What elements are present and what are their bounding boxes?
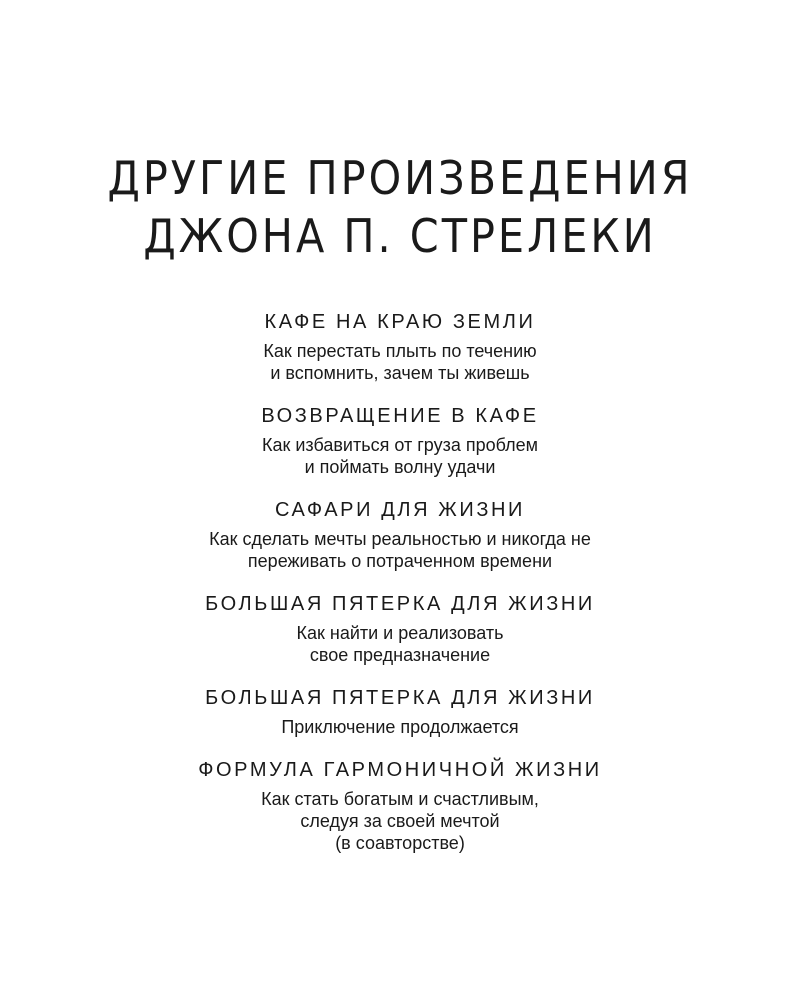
work-item: [0, 496, 800, 572]
work-item: [0, 308, 800, 384]
heading-line-2: ДЖОНА П. СТРЕЛЕКИ: [143, 208, 657, 263]
work-item: [0, 756, 800, 854]
work-subtitle-line: свое предназначение: [309, 645, 491, 665]
work-title: САФАРИ ДЛЯ ЖИЗНИ: [274, 499, 526, 521]
work-subtitle-line: Как сделать мечты реальностью и никогда не: [209, 529, 591, 549]
work-title: ФОРМУЛА ГАРМОНИЧНОЙ ЖИЗНИ: [198, 759, 602, 781]
work-subtitle: [0, 788, 800, 854]
work-title: КАФЕ НА КРАЮ ЗЕМЛИ: [264, 311, 536, 333]
work-item: [0, 402, 800, 478]
work-item: [0, 684, 800, 738]
heading-line-1: ДРУГИЕ ПРОИЗВЕДЕНИЯ: [107, 150, 693, 205]
work-subtitle-line: Как перестать плыть по течению: [263, 341, 537, 361]
work-subtitle-line: Как избавиться от груза проблем: [261, 435, 539, 455]
work-title: БОЛЬШАЯ ПЯТЕРКА ДЛЯ ЖИЗНИ: [205, 593, 595, 615]
work-subtitle: [0, 716, 800, 738]
work-subtitle-line: переживать о потраченном времени: [247, 551, 553, 571]
work-subtitle: [0, 340, 800, 384]
work-subtitle-line: и поймать волну удачи: [304, 457, 496, 477]
work-title: БОЛЬШАЯ ПЯТЕРКА ДЛЯ ЖИЗНИ: [205, 687, 595, 709]
work-subtitle-line: следуя за своей мечтой: [300, 811, 500, 831]
work-subtitle-line: (в соавторстве): [335, 833, 465, 853]
works-list: [0, 308, 800, 872]
work-subtitle-line: и вспомнить, зачем ты живешь: [270, 363, 530, 383]
work-subtitle: [0, 528, 800, 572]
work-subtitle: [0, 434, 800, 478]
work-subtitle: [0, 622, 800, 666]
page-heading: [0, 149, 800, 265]
work-subtitle-line: Как найти и реализовать: [296, 623, 504, 643]
work-subtitle-line: Как стать богатым и счастливым,: [261, 789, 539, 809]
work-subtitle-line: Приключение продолжается: [281, 717, 519, 737]
work-item: [0, 590, 800, 666]
work-title: ВОЗВРАЩЕНИЕ В КАФЕ: [261, 405, 539, 427]
